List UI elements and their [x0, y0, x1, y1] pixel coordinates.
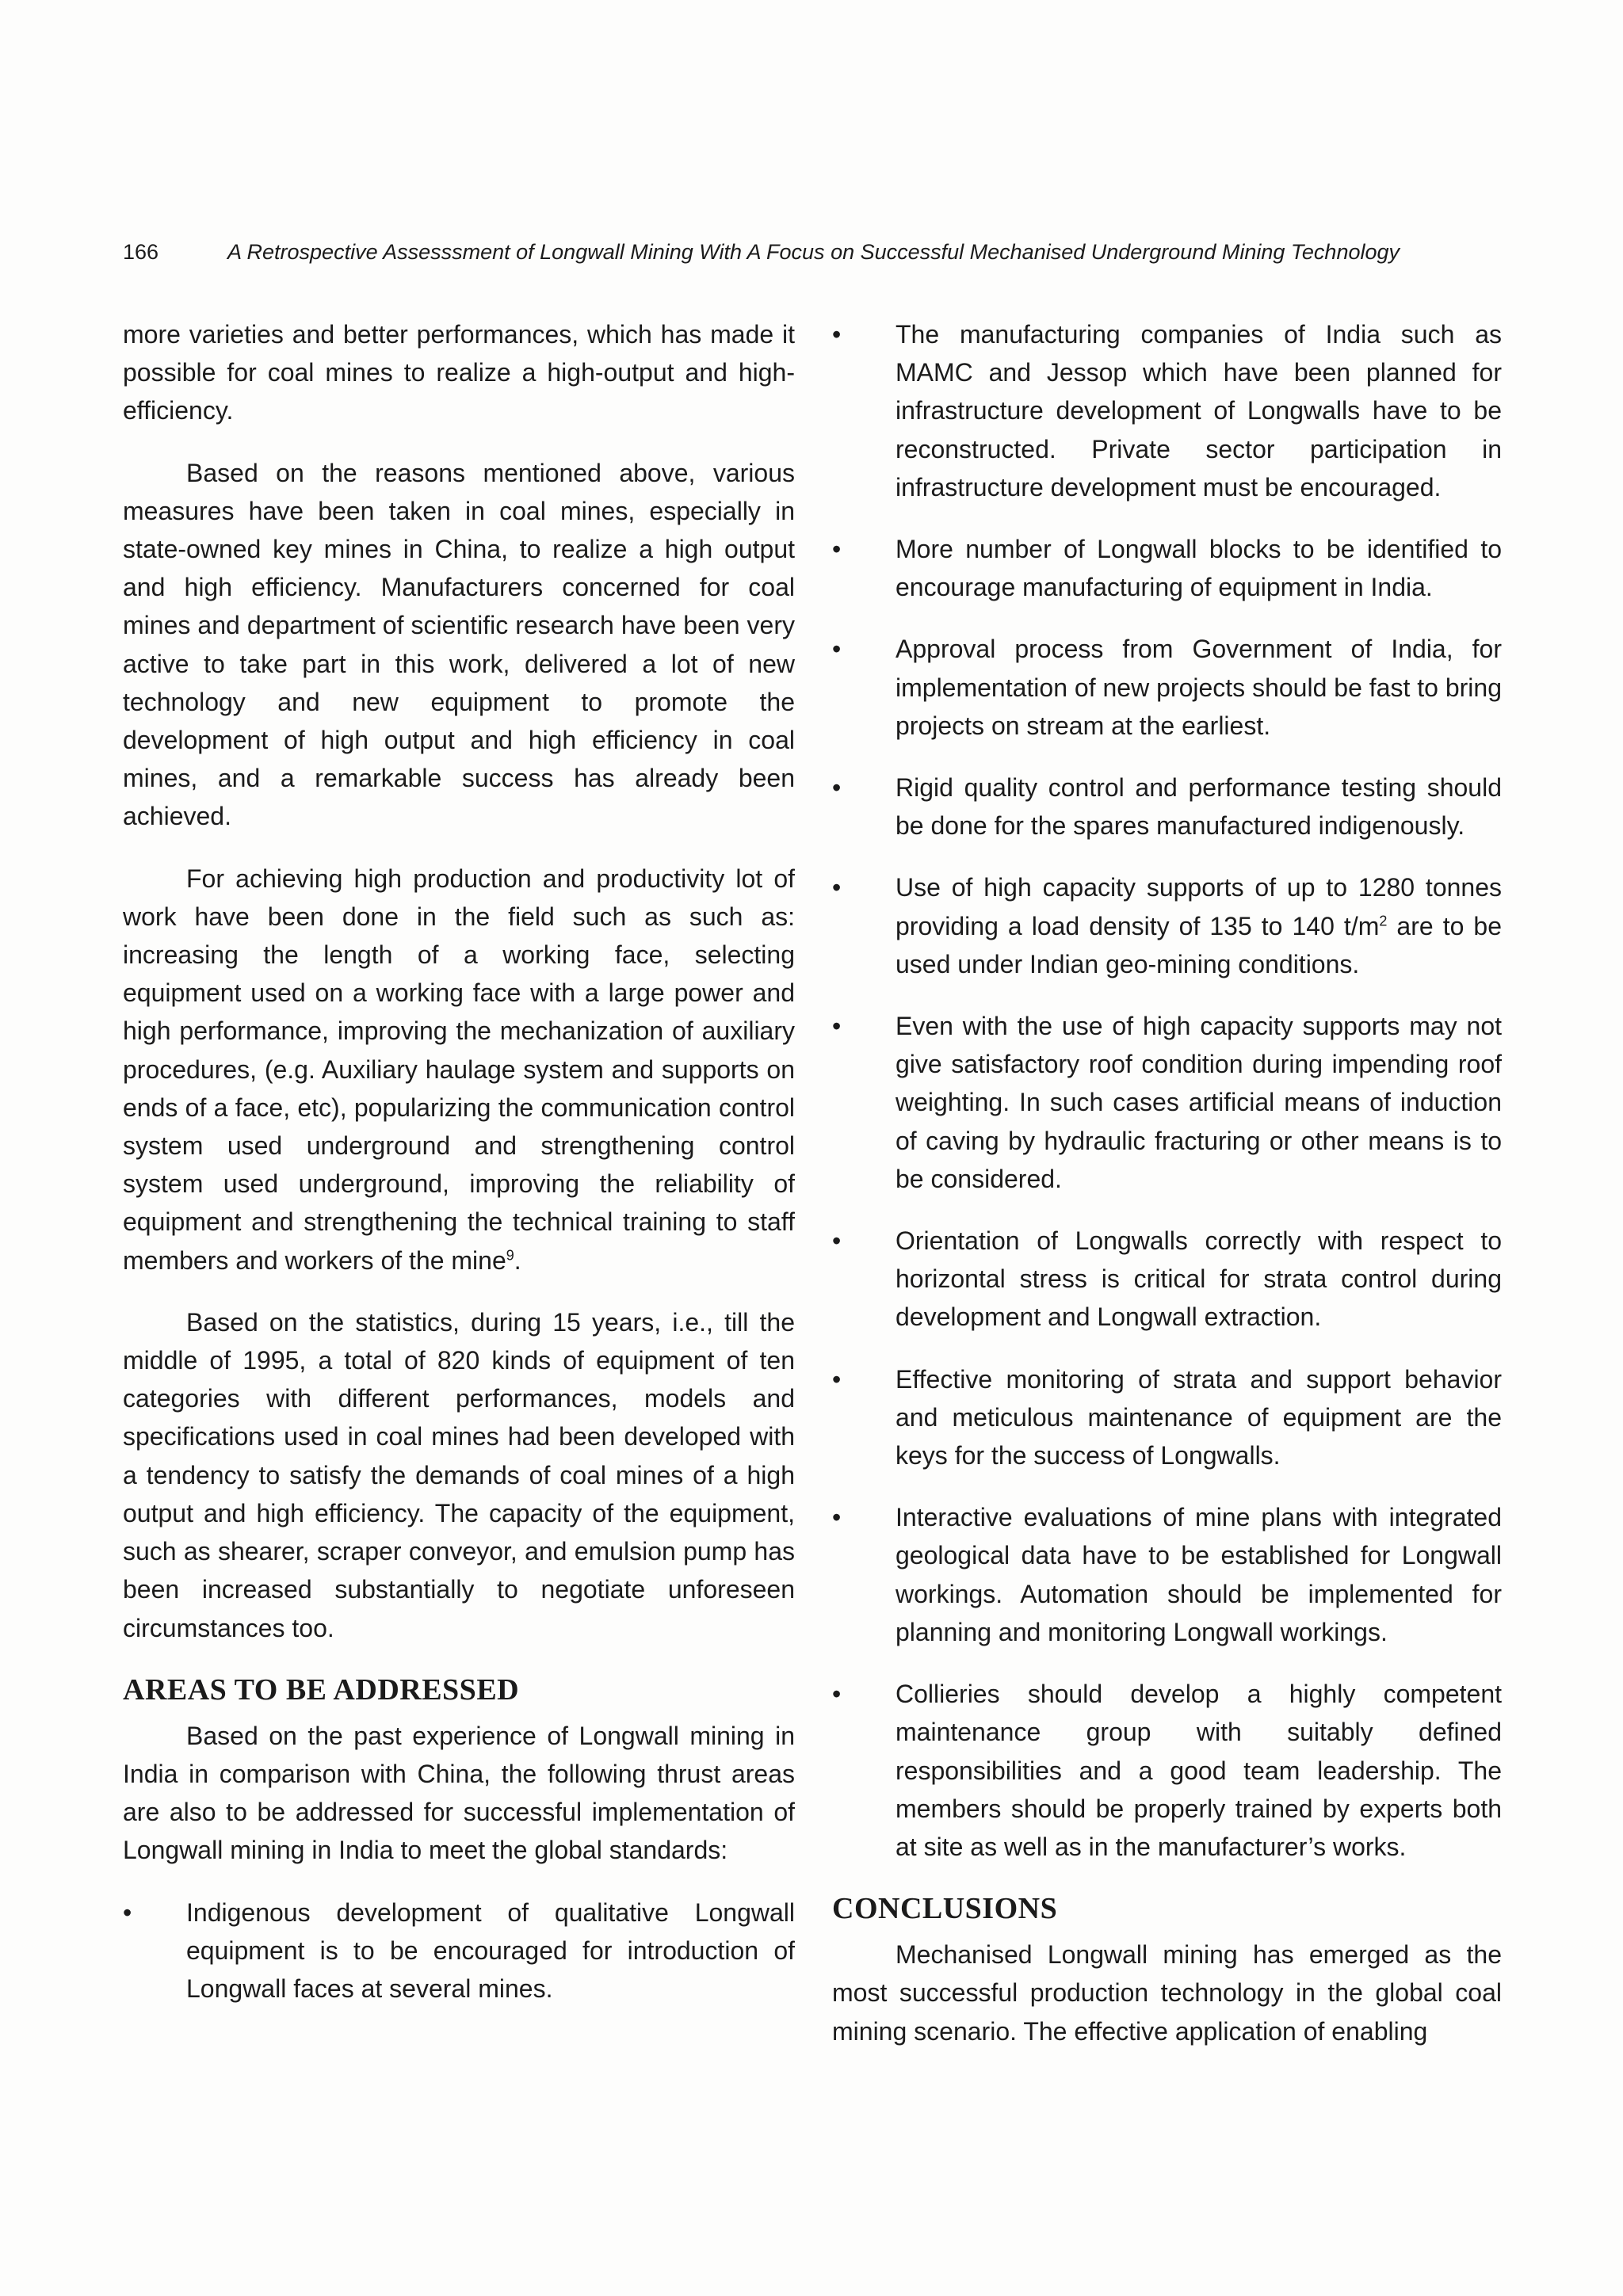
bullet-text: More number of Longwall blocks to be identified to encourage manufacturing of equipment in India.	[896, 535, 1502, 602]
bullet-item	[832, 769, 1502, 845]
bullet-text: Interactive evaluations of mine plans with integrated geological data have to be established for Longwall workings. Automation should be implemented for planning and monitoring Longwall workings.	[896, 1503, 1502, 1646]
bullet-text: Collieries should develop a highly competent maintenance group with suitably defined responsibilities and a good team leadership. The members should be properly trained by experts both at site as well as in the manufacturer’s works.	[896, 1680, 1502, 1861]
bullet-icon: •	[832, 535, 842, 564]
bullet-text: Approval process from Government of India, for implementation of new projects should be fast to bring projects on stream at the earliest.	[896, 635, 1502, 740]
paragraph-end: .	[514, 1245, 521, 1275]
right-column	[832, 315, 1502, 2074]
bullet-item	[832, 1498, 1502, 1651]
bullet-list	[123, 1894, 795, 2008]
bullet-text-part: are to be used under Indian geo-mining conditions.	[896, 911, 1503, 978]
bullet-text	[896, 873, 1502, 978]
paragraph-text: For achieving high production and productivity lot of work have been done in the field such as such as: increasing the length of a working face, selecting equipment used on a working face with a large power and high performance, improving the mechanization of auxiliary procedures, (e.g. Auxiliary haulage system and supports on ends of a face, etc), popularizing the communication control system used underground and strengthening control system used underground, improving the reliability of equipment and strengthening the technical training to staff members and workers of the mine	[123, 864, 795, 1275]
bullet-text: Rigid quality control and performance testing should be done for the spares manufactured indigenously.	[896, 773, 1502, 841]
bullet-icon: •	[832, 1680, 842, 1709]
bullet-text: The manufacturing companies of India such as MAMC and Jessop which have been planned for infrastructure development of Longwalls have to be reconstructed. Private sector participation in infrastructure development must be encouraged.	[896, 320, 1502, 502]
bullet-item	[832, 1360, 1502, 1475]
running-header	[123, 238, 1502, 266]
bullet-item	[832, 630, 1502, 745]
bullet-text-part: Use of high capacity supports of up to 1280 tonnes providing a load density of 135 to 140 t/m	[896, 873, 1502, 940]
bullet-item	[832, 1222, 1502, 1337]
paragraph	[123, 860, 795, 1280]
left-column	[123, 315, 795, 2031]
section-heading-conclusions: CONCLUSIONS	[832, 1892, 1058, 1926]
bullet-item	[123, 1894, 795, 2008]
bullet-text: Even with the use of high capacity supports may not give satisfactory roof condition during impending roof weighting. In such cases artificial means of induction of caving by hydraulic fracturing or other means is to be considered.	[896, 1012, 1502, 1193]
bullet-item	[832, 315, 1502, 506]
page-number: 166	[123, 240, 159, 264]
unit-superscript: 2	[1379, 912, 1388, 929]
bullet-item	[832, 868, 1502, 983]
bullet-icon: •	[832, 1364, 842, 1394]
bullet-text: Indigenous development of qualitative Longwall equipment is to be encouraged for introduction of Longwall faces at several mines.	[186, 1897, 795, 2003]
bullet-icon: •	[832, 1012, 842, 1041]
bullet-icon: •	[832, 1226, 842, 1256]
paragraph: Mechanised Longwall mining has emerged as the most successful production technology in the global coal mining scenario. The effective application of enabling	[832, 1940, 1502, 2046]
running-title: A Retrospective Assesssment of Longwall Mining With A Focus on Successful Mechanised Underground Mining Technology	[227, 240, 1400, 264]
bullet-item	[832, 1007, 1502, 1198]
paragraph: Based on the past experience of Longwall mining in India in comparison with China, the following thrust areas are also to be addressed for successful implementation of Longwall mining in India to meet the global standards:	[123, 1721, 795, 1865]
bullet-icon: •	[123, 1897, 132, 1927]
section-heading-areas: AREAS TO BE ADDRESSED	[123, 1672, 520, 1707]
bullet-icon: •	[832, 320, 842, 349]
paragraph: Based on the statistics, during 15 years, i.e., till the middle of 1995, a total of 820 kinds of equipment of ten categories with different performances, models and specifications used in coal mines had been developed with a tendency to satisfy the demands of coal mines of a high output and high efficiency. The capacity of the equipment, such as shearer, scraper conveyor, and emulsion pump has been increased substantially to negotiate unforeseen circumstances too.	[123, 1307, 795, 1642]
paragraph: more varieties and better performances, which has made it possible for coal mines to realize a high-output and high-efficiency.	[123, 320, 795, 425]
bullet-item	[832, 530, 1502, 606]
paragraph: Based on the reasons mentioned above, various measures have been taken in coal mines, especially in state-owned key mines in China, to realize a high output and high efficiency. Manufacturers concerned for coal mines and department of scientific research have been very active to take part in this work, delivered a lot of new technology and new equipment to promote the development of high output and high efficiency in coal mines, and a remarkable success has already been achieved.	[123, 458, 795, 831]
citation-superscript: 9	[506, 1247, 514, 1264]
bullet-icon: •	[832, 635, 842, 664]
bullet-item	[832, 1675, 1502, 1866]
bullet-list	[832, 315, 1502, 1866]
bullet-text: Effective monitoring of strata and support behavior and meticulous maintenance of equipment are the keys for the success of Longwalls.	[896, 1364, 1502, 1470]
bullet-icon: •	[832, 873, 842, 902]
bullet-icon: •	[832, 1503, 842, 1532]
bullet-icon: •	[832, 773, 842, 803]
bullet-text: Orientation of Longwalls correctly with respect to horizontal stress is critical for strata control during development and Longwall extraction.	[896, 1226, 1502, 1332]
